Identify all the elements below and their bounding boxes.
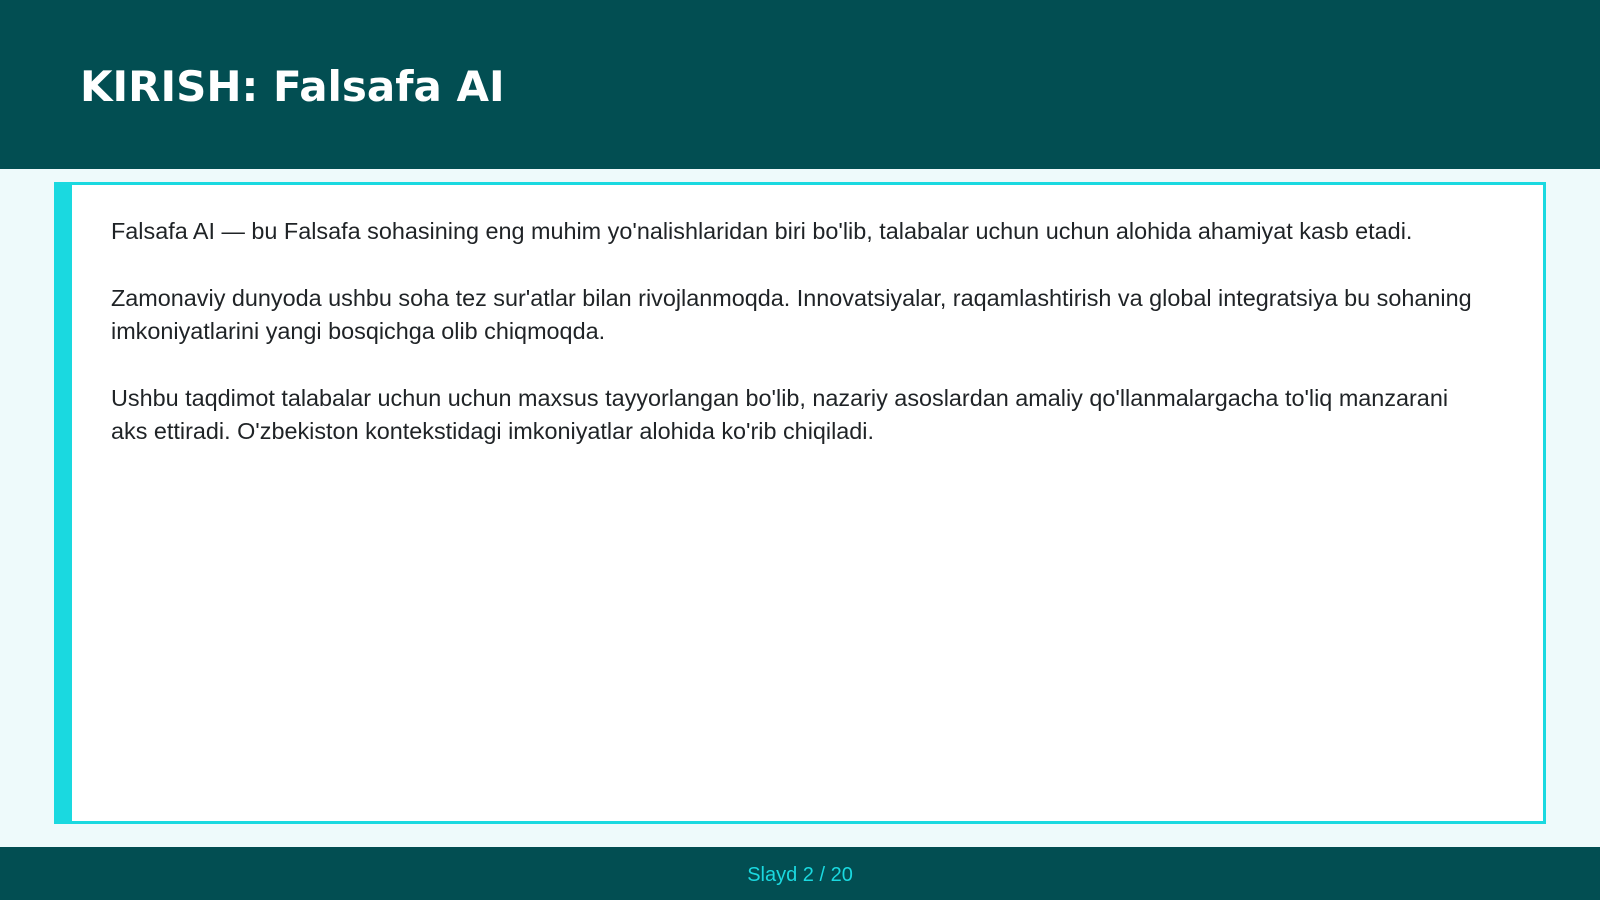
- presentation-overview-paragraph: Ushbu taqdimot talabalar uchun uchun maxsus tayyorlangan bo'lib, nazariy asoslardan amaliy qo'llanmalargacha to'liq manzarani aks ettiradi. O'zbekiston kontekstidagi imkoniyatlar alohida ko'rib chiqiladi.: [111, 384, 1449, 444]
- slide-counter: Slayd 2 / 20: [747, 864, 853, 886]
- slide-header: [0, 0, 1600, 169]
- intro-paragraph: Falsafa AI — bu Falsafa sohasining eng muhim yo'nalishlaridan biri bo'lib, talabalar uchun uchun alohida ahamiyat kasb etadi.: [111, 218, 1413, 244]
- slide-footer: [0, 847, 1600, 900]
- slide-title: KIRISH: Falsafa AI: [80, 62, 505, 111]
- content-card: [54, 182, 1546, 824]
- development-paragraph: Zamonaviy dunyoda ushbu soha tez sur'atlar bilan rivojlanmoqda. Innovatsiyalar, raqamlashtirish va global integratsiya bu sohaning imkoniyatlarini yangi bosqichga olib chiqmoqda.: [111, 284, 1472, 344]
- slide-body-text: [111, 215, 1487, 482]
